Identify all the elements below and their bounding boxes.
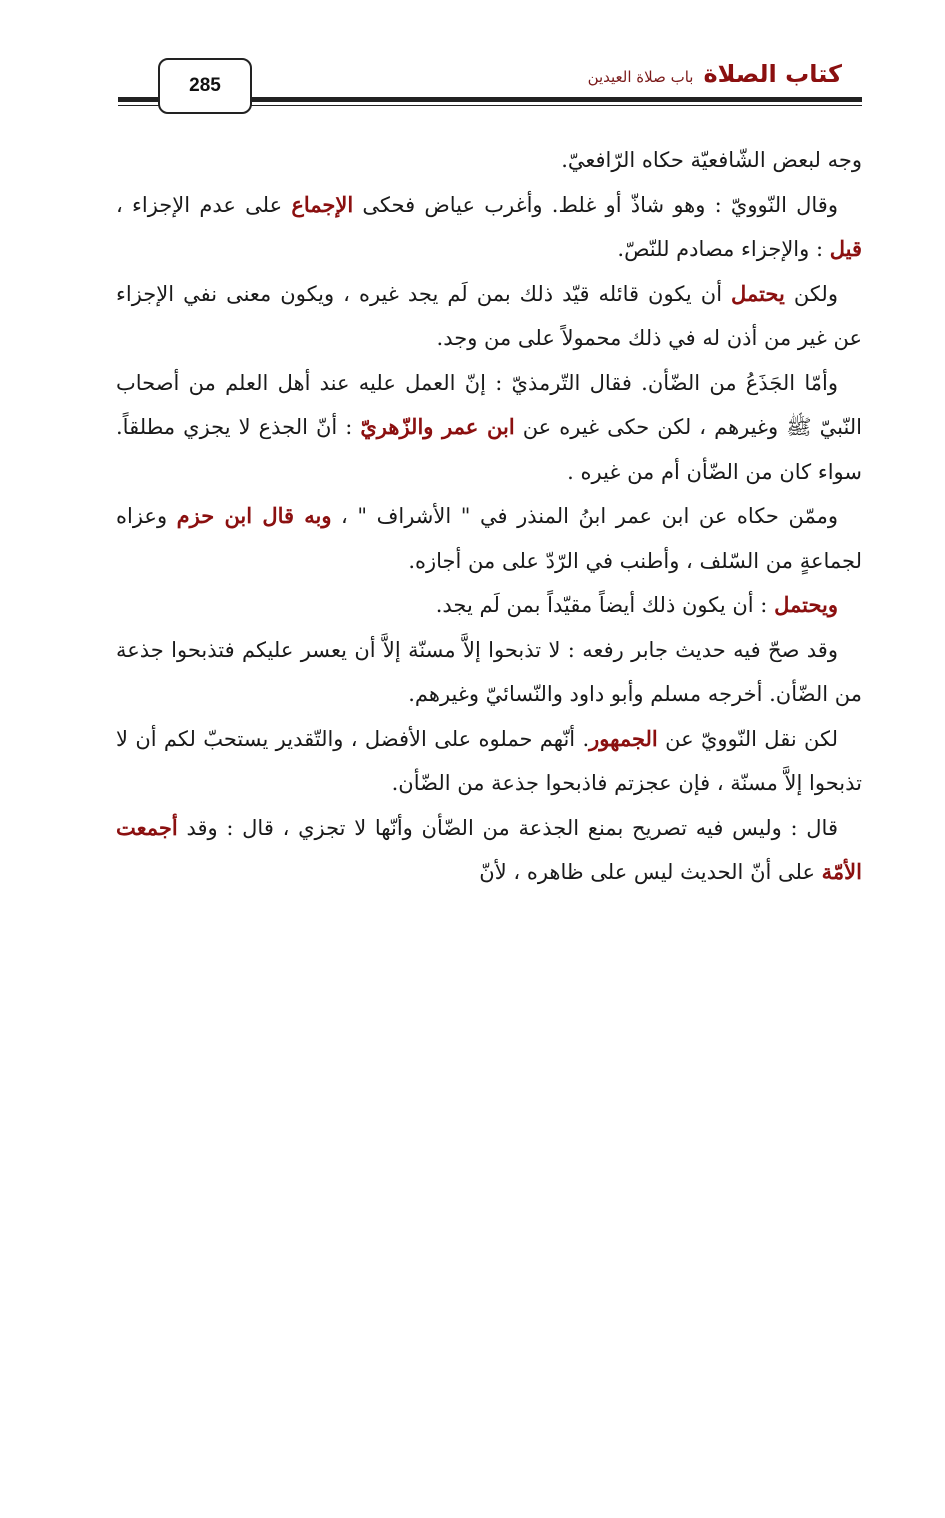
highlighted-term: الإجماع <box>291 191 354 217</box>
text-run: على أنّ الحديث ليس على ظاهره ، لأنّ <box>479 860 822 884</box>
paragraph <box>116 628 862 717</box>
paragraph <box>116 583 862 628</box>
text-run: وقد صحّ فيه حديث جابر رفعه : لا تذبحوا إلاَّ مسنّة إلاَّ أن يعسر عليكم فتذبحوا جذعة من الضّأن. أخرجه مسلم وأبو داود والنّسائيّ وغيرهم. <box>116 637 862 706</box>
highlighted-term: قيل <box>829 236 862 261</box>
highlighted-term: ابن عمر والزّهريّ <box>360 414 515 439</box>
paragraph <box>116 494 862 583</box>
chapter-title: باب صلاة العيدين <box>587 68 694 86</box>
running-header <box>588 60 842 88</box>
paragraph <box>116 806 862 895</box>
text-run: وأمّا الجَذَعُ من الضّأن. فقال التّرمذيّ : إنّ العمل عليه عند أهل العلم من أصحاب النّبيّ ﷺ وغيرهم ، لكن حكى غيره عن <box>116 370 863 439</box>
text-run: : والإجزاء مصادم للنّصّ. <box>617 237 830 261</box>
text-run: أن يكون قائله قيّد ذلك بمن لَم يجد غيره ، ويكون معنى نفي الإجزاء عن غير من أذن له في ذلك محمولاً على من وجد. <box>116 281 862 350</box>
text-run: . أنّهم حملوه على الأفضل ، والتّقدير يستحبّ لكم أن لا تذبحوا إلاَّ مسنّة ، فإن عجزتم فاذبحوا جذعة من الضّأن. <box>116 726 862 795</box>
text-run: وقال النّوويّ : وهو شاذّ أو غلط. وأغرب عياض فحكى <box>353 192 838 217</box>
highlighted-term: أجمعت الأمّة <box>116 814 862 884</box>
highlighted-term: وبه قال ابن حزم <box>176 503 332 528</box>
text-run: لكن نقل النّوويّ عن <box>657 726 838 751</box>
text-run: : أن يكون ذلك أيضاً مقيّداً بمن لَم يجد. <box>435 593 775 617</box>
text-run: وعزاه لجماعةٍ من السّلف ، وأطنب في الرّدّ على من أجازه. <box>116 504 862 573</box>
page-header <box>118 50 862 120</box>
paragraph <box>116 272 862 361</box>
highlighted-term: الجمهور <box>589 725 658 751</box>
paragraph <box>116 361 862 495</box>
text-run: ولكن <box>784 281 838 306</box>
text-run: على عدم الإجزاء ، <box>116 192 292 217</box>
paragraph <box>116 183 862 272</box>
body-text <box>116 138 862 895</box>
highlighted-term: يحتمل <box>731 280 785 306</box>
paragraph <box>116 138 862 183</box>
text-run: وممّن حكاه عن ابن عمر ابنُ المنذر في " الأشراف " ، <box>331 504 838 528</box>
text-run: وجه لبعض الشّافعيّة حكاه الرّافعيّ. <box>561 148 862 172</box>
highlighted-term: ويحتمل <box>774 592 838 617</box>
page-number: 285 <box>158 58 252 114</box>
text-run: قال : وليس فيه تصريح بمنع الجذعة من الضّأن وأنّها لا تجزي ، قال : وقد <box>177 815 838 840</box>
text-run: : أنّ الجذع لا يجزي مطلقاً. سواء كان من الضّأن أم من غيره . <box>116 415 862 484</box>
book-title: كتاب الصلاة <box>703 60 842 88</box>
paragraph <box>116 717 862 806</box>
